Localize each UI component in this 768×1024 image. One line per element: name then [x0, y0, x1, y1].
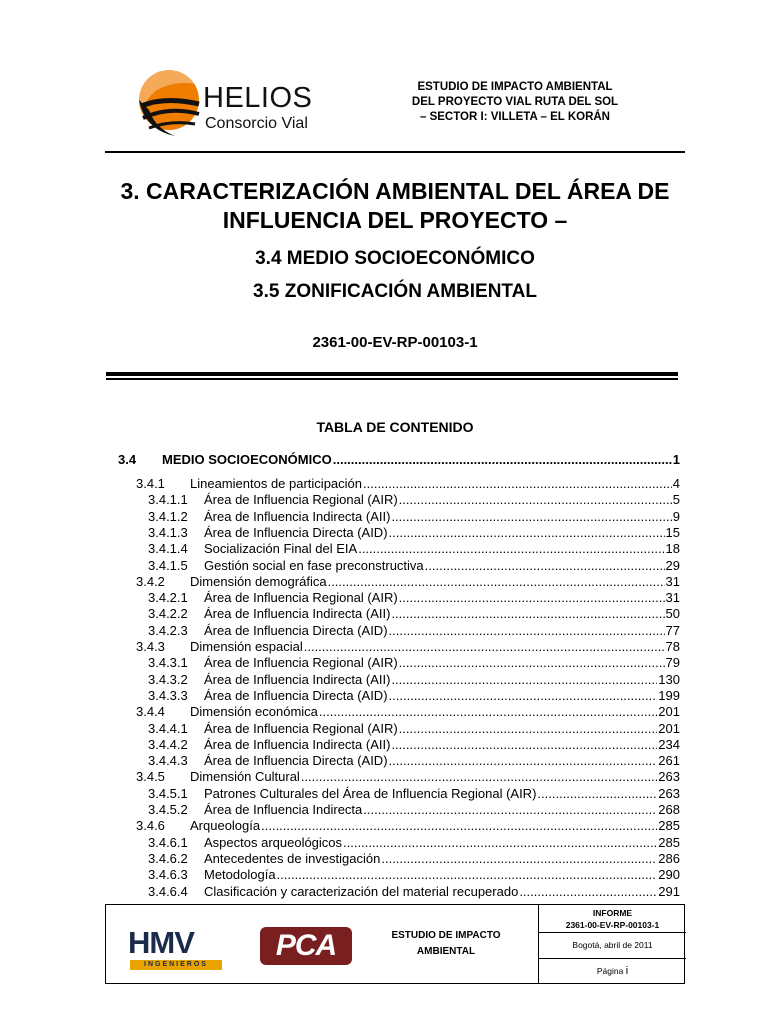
toc-entry-label: Metodología — [204, 867, 276, 883]
toc-entry-page: 201 — [658, 704, 680, 720]
toc-entry-number: 3.4.3.3 — [148, 687, 188, 703]
pca-logo — [260, 927, 352, 965]
toc-leader-dots — [391, 737, 657, 753]
toc-entry[interactable] — [148, 672, 680, 688]
toc-entry[interactable] — [148, 851, 680, 867]
toc-entry[interactable] — [148, 655, 680, 671]
toc-entry-page: 130 — [658, 671, 680, 687]
toc-entry-label: Antecedentes de investigación — [204, 850, 381, 866]
title-line-1: 3. CARACTERIZACIÓN AMBIENTAL DEL ÁREA DE — [120, 178, 670, 204]
toc-entry[interactable] — [148, 867, 680, 883]
toc-leader-dots — [333, 452, 672, 468]
helios-logo — [135, 60, 325, 140]
toc-leader-dots — [391, 509, 671, 525]
toc-entry-page: 31 — [665, 573, 680, 589]
informe-label: INFORME — [592, 908, 633, 918]
toc-entry-label: Área de Influencia Indirecta (AII) — [204, 606, 391, 622]
toc-heading: TABLA DE CONTENIDO — [316, 419, 474, 435]
toc-entry-page: 18 — [665, 541, 680, 557]
toc-entry-page: 286 — [658, 850, 680, 866]
footer-page — [539, 959, 686, 983]
toc-entry[interactable] — [148, 558, 680, 574]
toc-entry-page: 268 — [658, 802, 680, 817]
toc-entry-page: 1 — [672, 452, 680, 467]
toc-entry-number: 3.4.6.2 — [148, 850, 188, 866]
toc-leader-dots — [399, 655, 665, 671]
study-header — [380, 80, 650, 125]
toc-leader-dots — [399, 721, 658, 737]
toc-entry-label: Área de Influencia Directa (AID) — [204, 753, 388, 769]
logo-name: HELIOS — [203, 82, 313, 114]
toc-leader-dots — [277, 867, 658, 883]
hmv-letters: HMV — [128, 925, 194, 960]
toc-leader-dots — [391, 672, 657, 688]
toc-entry-page: 15 — [665, 524, 680, 540]
helios-swirl-icon — [135, 60, 205, 140]
toc-entry-label: Área de Influencia Regional (AIR) — [204, 492, 398, 508]
toc-entry[interactable] — [136, 769, 680, 785]
toc-leader-dots — [399, 492, 672, 508]
toc-entry-number: 3.4.1.4 — [148, 541, 188, 557]
toc-entry[interactable] — [148, 688, 680, 704]
title-divider-thin — [106, 378, 678, 380]
toc-entry-label: Socialización Final del EIA — [204, 541, 358, 557]
toc-leader-dots — [261, 818, 657, 834]
toc-leader-dots — [319, 704, 657, 720]
toc-entry-page: 79 — [665, 655, 680, 671]
toc-leader-dots — [389, 753, 658, 769]
footer-informe — [539, 905, 686, 933]
toc-entry-number: 3.4.4.3 — [148, 753, 188, 769]
toc-entry-number: 3.4.1 — [136, 476, 165, 491]
toc-entry-number: 3.4.6.3 — [148, 867, 188, 883]
toc-entry-label: Dimensión Cultural — [190, 769, 300, 785]
toc-entry-page: 285 — [658, 818, 680, 834]
toc-entry-label: Aspectos arqueológicos — [204, 834, 343, 850]
page-title — [105, 177, 685, 235]
toc-entry[interactable] — [148, 802, 680, 818]
page-number: i — [625, 965, 629, 977]
toc-entry-label: Patrones Culturales del Área de Influencia Regional (AIR) — [204, 785, 537, 801]
toc-leader-dots — [389, 525, 665, 541]
subtitle-zoning: 3.5 ZONIFICACIÓN AMBIENTAL — [253, 281, 537, 302]
toc-entry-page: 199 — [658, 687, 680, 703]
toc-leader-dots — [328, 574, 665, 590]
toc-entry-number: 3.4.6.1 — [148, 834, 188, 850]
toc-entry[interactable] — [136, 704, 680, 720]
toc-entry-label: Área de Influencia Directa (AID) — [204, 524, 388, 540]
toc-entry-page: 261 — [658, 753, 680, 769]
toc-entry-label: Clasificación y caracterización del material recuperado — [204, 883, 519, 899]
toc-entry-label: Área de Influencia Regional (AIR) — [204, 655, 398, 671]
hmv-logo — [128, 925, 224, 971]
toc-entry-number: 3.4.1.2 — [148, 508, 188, 524]
toc-leader-dots — [381, 851, 657, 867]
footer-logos — [106, 905, 356, 983]
toc-entry[interactable] — [136, 818, 680, 834]
title-divider-thick — [106, 372, 678, 376]
toc-leader-dots — [363, 802, 657, 818]
toc-entry[interactable] — [148, 737, 680, 753]
toc-leader-dots — [519, 884, 657, 900]
toc-entry-label: Dimensión económica — [190, 704, 318, 720]
toc-entry[interactable] — [136, 476, 680, 492]
toc-entry[interactable] — [148, 541, 680, 557]
toc-entry-number: 3.4.3 — [136, 639, 165, 654]
toc-entry-page: 290 — [658, 867, 680, 883]
study-header-line-1: ESTUDIO DE IMPACTO AMBIENTAL — [417, 81, 613, 93]
toc-entry-number: 3.4.6.4 — [148, 883, 188, 899]
toc-entry-page: 234 — [658, 736, 680, 752]
footer-date: Bogotá, abril de 2011 — [539, 933, 686, 959]
toc-entry-number: 3.4.4.1 — [148, 720, 188, 736]
toc-entry-number: 3.4.6 — [136, 818, 165, 834]
toc-entry-label: MEDIO SOCIOECONÓMICO — [162, 452, 332, 467]
toc-entry-label: Lineamientos de participación — [190, 476, 362, 491]
toc-entry-page: 201 — [658, 720, 680, 736]
toc-entry[interactable] — [148, 606, 680, 622]
toc-entry[interactable] — [148, 623, 680, 639]
toc-entry-number: 3.4.5.1 — [148, 785, 188, 801]
toc-leader-dots — [304, 639, 665, 655]
toc-entry-label: Dimensión espacial — [190, 639, 303, 654]
toc-entry-page: 50 — [665, 606, 680, 622]
hmv-subtitle: INGENIEROS — [130, 960, 222, 970]
document-code: 2361-00-EV-RP-00103-1 — [312, 334, 478, 351]
toc-entry-page: 4 — [672, 476, 680, 491]
toc-leader-dots — [399, 590, 665, 606]
toc-entry[interactable] — [148, 835, 680, 851]
toc-leader-dots — [425, 558, 665, 574]
page-label: Página — [596, 966, 624, 976]
toc-entry-page: 9 — [672, 508, 680, 524]
toc-entry-label: Área de Influencia Indirecta (AII) — [204, 508, 391, 524]
toc-entry-label: Área de Influencia Regional (AIR) — [204, 590, 398, 606]
toc-entry-label: Área de Influencia Regional (AIR) — [204, 720, 398, 736]
toc-entry-page: 5 — [672, 492, 680, 508]
toc-entry[interactable] — [148, 509, 680, 525]
footer-study — [376, 905, 516, 983]
toc-leader-dots — [301, 769, 657, 785]
toc-entry-page: 263 — [658, 785, 680, 801]
toc-entry-number: 3.4.1.1 — [148, 492, 188, 508]
logo-subtitle: Consorcio Vial — [205, 115, 308, 132]
toc-leader-dots — [343, 835, 657, 851]
pca-letters: PCA — [275, 929, 337, 962]
toc-entry-page: 31 — [665, 590, 680, 606]
toc-entry-number: 3.4.5 — [136, 769, 165, 785]
toc-entry-page: 77 — [665, 622, 680, 638]
toc-entry[interactable] — [136, 639, 680, 655]
toc-entry-page: 263 — [658, 769, 680, 785]
toc-entry-number: 3.4.4.2 — [148, 736, 188, 752]
study-header-line-3: – SECTOR I: VILLETA – EL KORÁN — [420, 111, 610, 123]
study-header-line-2: DEL PROYECTO VIAL RUTA DEL SOL — [411, 96, 619, 108]
footer-study-line-2: AMBIENTAL — [416, 946, 476, 957]
toc-entry[interactable] — [148, 721, 680, 737]
toc-entry[interactable] — [148, 590, 680, 606]
toc-entry-number: 3.4.2.1 — [148, 590, 188, 606]
toc-entry-label: Área de Influencia Indirecta — [204, 802, 363, 817]
toc-entry-page: 29 — [665, 557, 680, 573]
toc-leader-dots — [358, 541, 664, 557]
toc-leader-dots — [389, 623, 665, 639]
toc-entry-page: 285 — [658, 834, 680, 850]
toc-entry-number: 3.4.3.1 — [148, 655, 188, 671]
toc-entry-number: 3.4.2.3 — [148, 622, 188, 638]
toc-entry-number: 3.4.2 — [136, 573, 165, 589]
toc-entry[interactable] — [148, 786, 680, 802]
toc-leader-dots — [391, 606, 664, 622]
toc-entry-number: 3.4.2.2 — [148, 606, 188, 622]
toc-entry-number: 3.4.4 — [136, 704, 165, 720]
toc-entry-label: Dimensión demográfica — [190, 573, 327, 589]
informe-code: 2361-00-EV-RP-00103-1 — [565, 920, 660, 930]
toc-entry[interactable] — [148, 753, 680, 769]
toc-entry[interactable] — [148, 884, 680, 900]
toc-leader-dots — [389, 688, 658, 704]
toc-entry-label: Arqueología — [190, 818, 261, 834]
subtitle-socioeconomic: 3.4 MEDIO SOCIOECONÓMICO — [255, 248, 535, 269]
toc-leader-dots — [363, 476, 672, 492]
toc-entry-label: Área de Influencia Indirecta (AII) — [204, 671, 391, 687]
toc-entry-number: 3.4.5.2 — [148, 802, 188, 817]
toc-leader-dots — [537, 786, 657, 802]
toc-entry-page: 291 — [658, 883, 680, 899]
toc-entry[interactable] — [118, 452, 680, 468]
toc-entry-number: 3.4.3.2 — [148, 671, 188, 687]
toc-entry-label: Área de Influencia Directa (AID) — [204, 622, 388, 638]
toc-entry-label: Área de Influencia Directa (AID) — [204, 687, 388, 703]
toc-entry-number: 3.4 — [118, 452, 137, 467]
toc-entry[interactable] — [148, 492, 680, 508]
toc-entry[interactable] — [148, 525, 680, 541]
header-divider — [105, 151, 685, 153]
toc-entry-label: Gestión social en fase preconstructiva — [204, 557, 424, 573]
toc-entry[interactable] — [136, 574, 680, 590]
footer-info — [538, 905, 686, 983]
footer-study-line-1: ESTUDIO DE IMPACTO — [391, 930, 501, 941]
toc-entry-page: 78 — [665, 639, 680, 654]
toc-entry-number: 3.4.1.3 — [148, 524, 188, 540]
page-footer — [105, 904, 685, 984]
toc-entry-label: Área de Influencia Indirecta (AII) — [204, 736, 391, 752]
title-line-2: INFLUENCIA DEL PROYECTO – — [222, 207, 568, 233]
toc-entry-number: 3.4.1.5 — [148, 557, 188, 573]
